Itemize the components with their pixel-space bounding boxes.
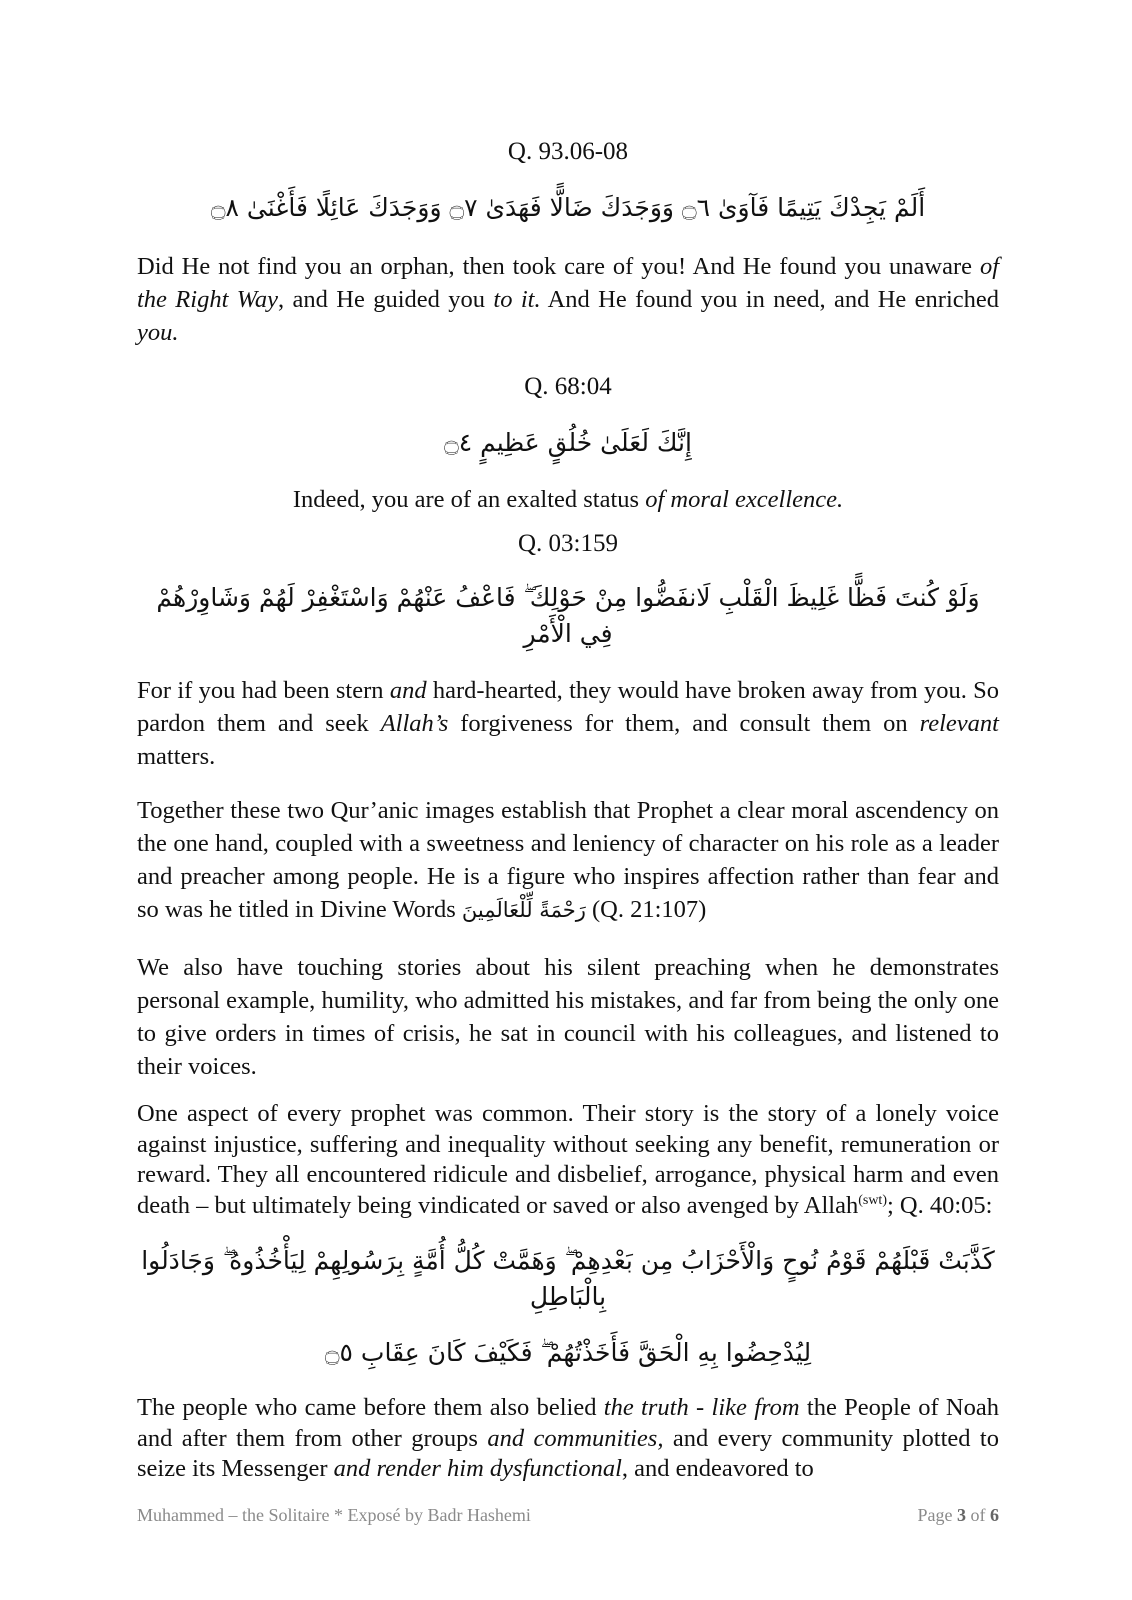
arabic-verse-line: لِيُدْحِضُوا بِهِ الْحَقَّ فَأَخَذْتُهُمْ ۖ فَكَيْفَ كَانَ عِقَابِ ۝٥ bbox=[324, 1338, 812, 1367]
body-paragraph: We also have touching stories about his silent preaching when he demonstrates personal example, humility, who admitted his mistakes, and far from being the only one to give orders in times of crisis, he sat in council with his colleagues, and listened to their voices. bbox=[137, 954, 999, 1080]
verse-reference: Q. 03:159 bbox=[518, 530, 618, 557]
arabic-verse: أَلَمْ يَجِدْكَ يَتِيمًا فَآوَىٰ ۝٦ وَوَجَدَكَ ضَالًّا فَهَدَىٰ ۝٧ وَوَجَدَكَ عَائِلًا فَأَغْنَىٰ ۝٨ bbox=[210, 193, 926, 222]
body-paragraph: Together these two Qur’anic images establish that Prophet a clear moral ascendency on the one hand, coupled with a sweetness and leniency of character on his role as a leader and preacher among people. He is a figure who inspires affection rather than fear and so was he titled in Divine Words رَحْمَةً لِّلْعَالَمِينَ (Q. 21:107) bbox=[137, 797, 999, 923]
translation-paragraph: Indeed, you are of an exalted status of moral excellence. bbox=[292, 486, 844, 513]
translation-paragraph: Did He not find you an orphan, then took care of you! And He found you unaware of the Right Way, and He guided you to it. And He found you in need, and He enriched you. bbox=[137, 253, 999, 346]
translation-paragraph: For if you had been stern and hard-hearted, they would have broken away from you. So pardon them and seek Allah’s forgiveness for them, and consult them on relevant matters. bbox=[137, 677, 999, 770]
inline-arabic-phrase: رَحْمَةً لِّلْعَالَمِينَ bbox=[461, 898, 586, 922]
page-number: Page 3 of 6 bbox=[917, 1505, 999, 1525]
verse-reference: Q. 68:04 bbox=[524, 373, 612, 400]
footer-title: Muhammed – the Solitaire * Exposé by Badr Hashemi bbox=[137, 1505, 531, 1525]
body-paragraph: One aspect of every prophet was common. Their story is the story of a lonely voice against injustice, suffering and inequality without seeking any benefit, remuneration or reward. They all encountered ridicule and disbelief, arrogance, physical harm and even death – but ultimately being vindicated or saved or also avenged by Allah$^{(swt)}$; Q. 40:05: bbox=[137, 1100, 999, 1219]
arabic-verse: وَلَوْ كُنتَ فَظًّا غَلِيظَ الْقَلْبِ لَانفَضُّوا مِنْ حَوْلِكَ ۖ فَاعْفُ عَنْهُمْ وَاسْتَغْفِرْ لَهُمْ وَشَاوِرْهُمْ فِي الْأَمْرِ bbox=[156, 583, 980, 648]
translation-paragraph: The people who came before them also belied the truth - like from the People of Noah and after them from other groups and communities, and every community plotted to seize its Messenger and render him dysfunctional, and endeavored to bbox=[137, 1394, 999, 1482]
honorific-superscript: (swt) bbox=[858, 1192, 887, 1208]
verse-reference: Q. 93.06-08 bbox=[507, 138, 629, 165]
arabic-verse: إِنَّكَ لَعَلَىٰ خُلُقٍ عَظِيمٍ ۝٤ bbox=[444, 428, 692, 457]
arabic-verse-line: كَذَّبَتْ قَبْلَهُمْ قَوْمُ نُوحٍ وَالْأَحْزَابُ مِن بَعْدِهِمْ ۖ وَهَمَّتْ كُلُّ أُمَّةٍ بِرَسُولِهِمْ لِيَأْخُذُوهُ ۖ وَجَادَلُوا بِالْبَاطِلِ bbox=[141, 1246, 995, 1311]
page-content bbox=[137, 136, 999, 1485]
